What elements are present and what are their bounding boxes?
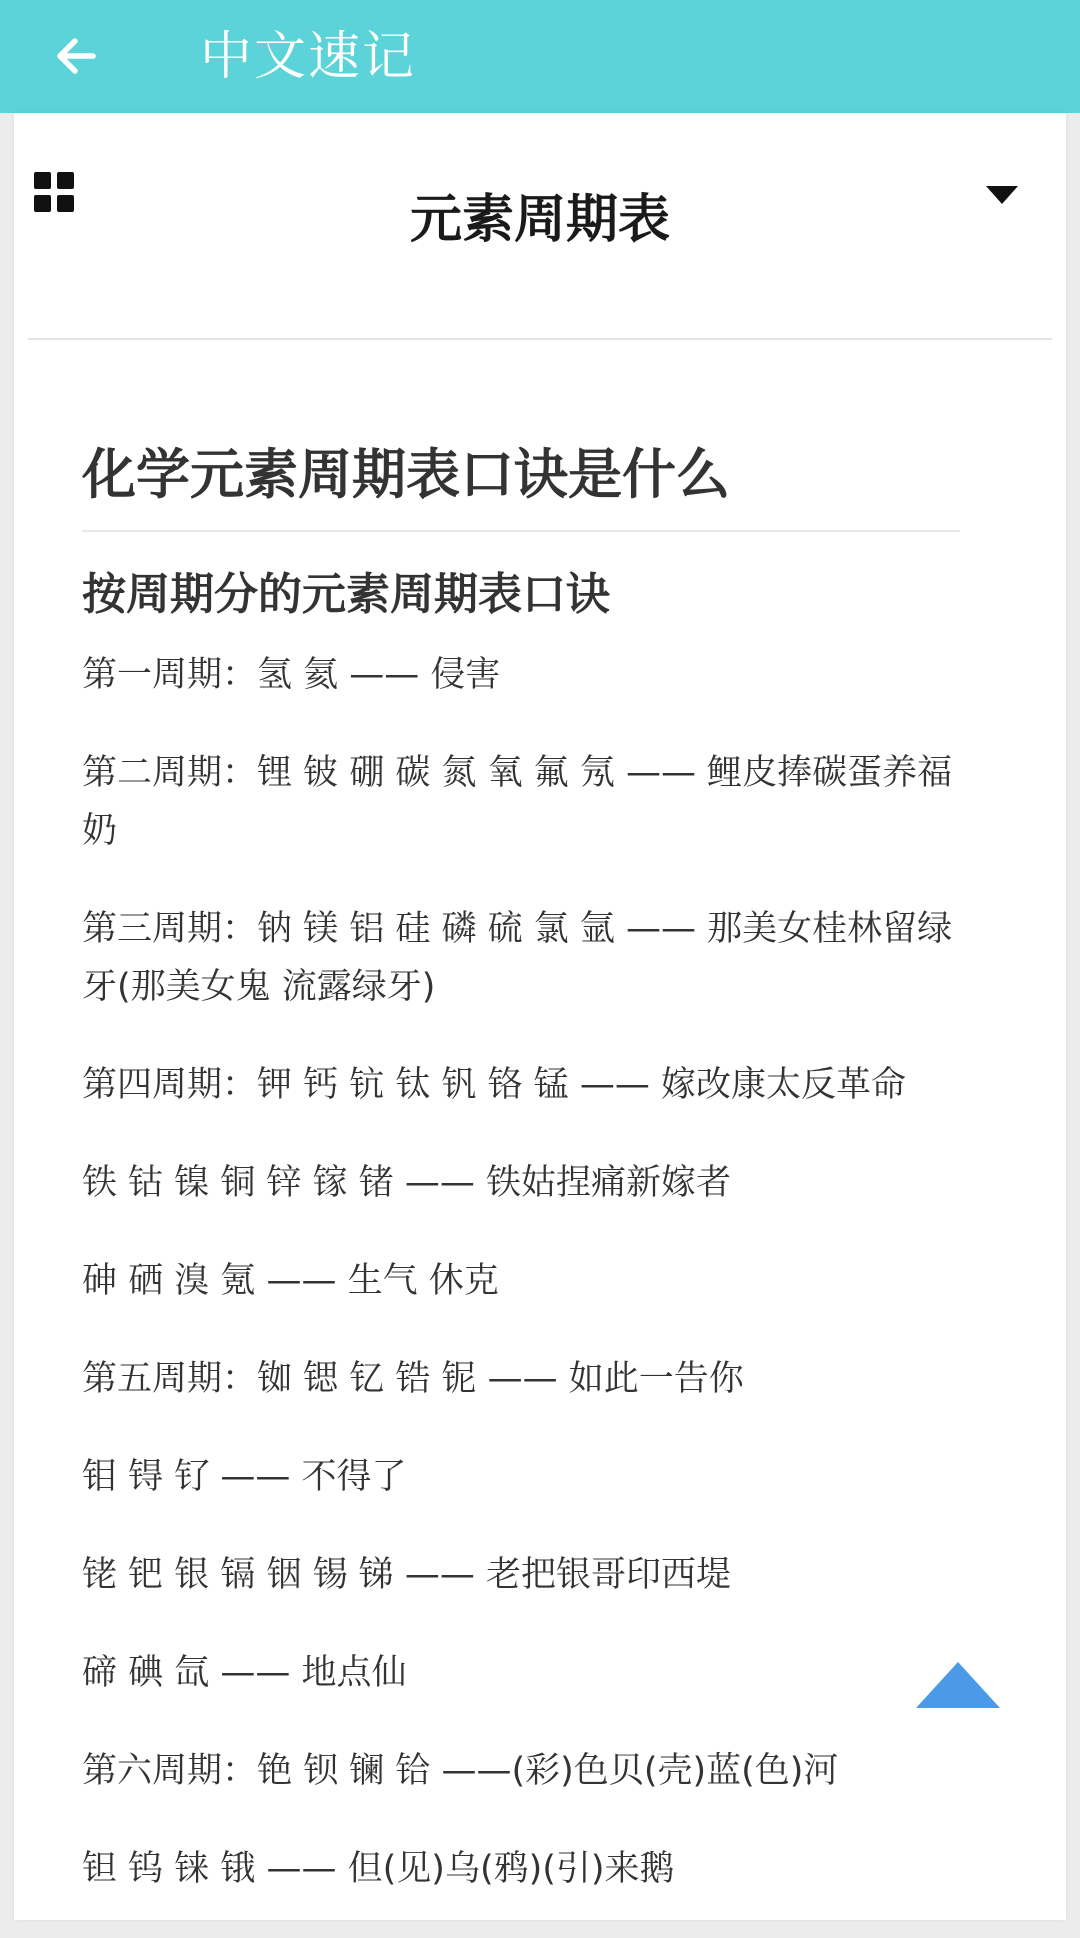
page-title: 元素周期表 [409,190,670,250]
paragraph: 铁 钴 镍 铜 锌 镓 锗 —— 铁姑捏痛新嫁者 [82,1163,732,1203]
caret-down-icon [980,180,1024,210]
paragraph: 第五周期：铷 锶 钇 锆 铌 —— 如此一告你 [82,1359,744,1399]
paragraph: 钼 锝 钌 —— 不得了 [82,1457,407,1497]
paragraph: 铑 钯 银 镉 铟 锡 锑 —— 老把银哥印西堤 [82,1555,732,1595]
article-heading: 化学元素周期表口诀是什么 [82,443,730,506]
paragraph: 碲 碘 氙 —— 地点仙 [82,1653,407,1693]
triangle-up-icon [914,1660,1002,1710]
paragraph: 第一周期：氢 氦 —— 侵害 [82,655,501,695]
paragraph: 第三周期：钠 镁 铝 硅 磷 硫 氯 氩 —— 那美女桂林留绿牙(那美女鬼 流露绿牙) [82,909,953,1007]
app-bar [0,0,1080,113]
arrow-left-icon [51,31,101,81]
heading-divider [82,530,960,532]
paragraph: 第六周期：铯 钡 镧 铪 ——(彩)色贝(壳)蓝(色)河 [82,1751,839,1791]
dropdown-button[interactable] [980,180,1024,210]
header-divider [28,338,1052,340]
article-subheading: 按周期分的元素周期表口诀 [82,569,610,620]
scroll-to-top-button[interactable] [914,1660,1002,1710]
app-title: 中文速记 [200,27,417,87]
paragraph: 第二周期：锂 铍 硼 碳 氮 氧 氟 氖 —— 鲤皮捧碳蛋养福奶 [82,753,953,851]
paragraph: 第四周期：钾 钙 钪 钛 钒 铬 锰 —— 嫁改康太反革命 [82,1065,907,1105]
paragraph: 砷 硒 溴 氪 —— 生气 休克 [82,1261,499,1301]
article-body [82,430,962,1938]
back-button[interactable] [46,26,106,86]
paragraph: 钽 钨 铼 锇 —— 但(见)乌(鸦)(引)来鹅 [82,1849,675,1889]
